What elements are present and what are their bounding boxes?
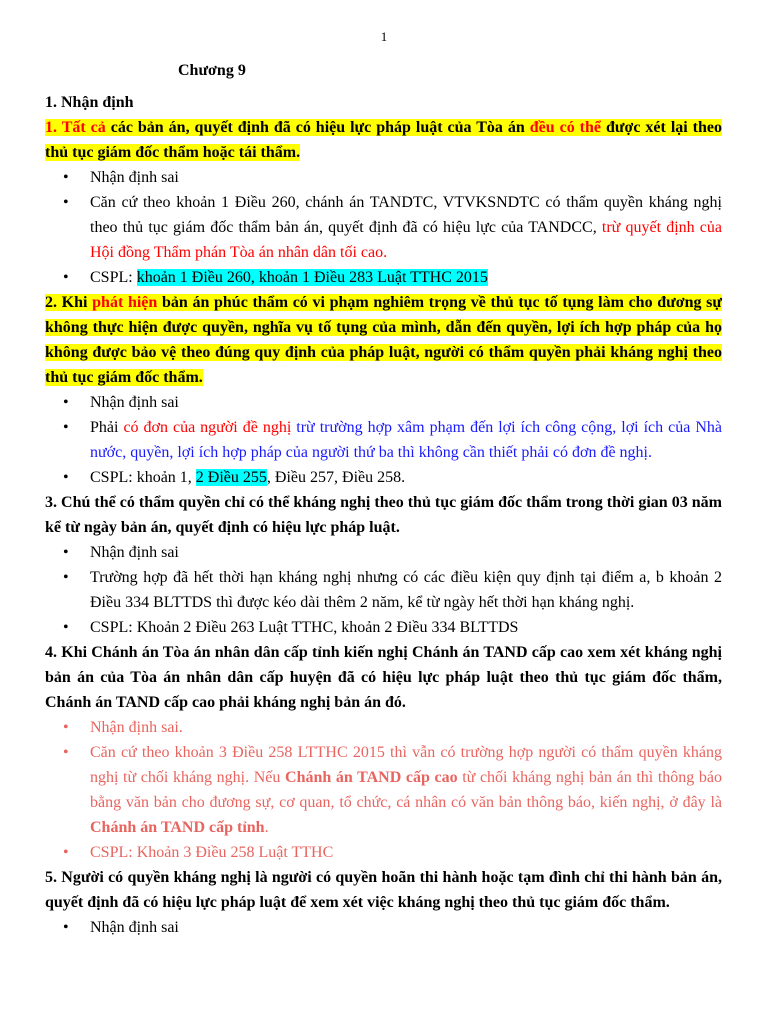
cspl-label: CSPL: khoản 1, <box>90 469 196 486</box>
explanation-bold: Chánh án TAND cấp cao <box>285 769 458 786</box>
cspl-highlight: khoản 1 Điều 260, khoản 1 Điều 283 Luật TTHC 2015 <box>136 269 488 286</box>
explanation: Phải <box>90 419 124 436</box>
question-4: 4. Khi Chánh án Tòa án nhân dân cấp tỉnh kiến nghị Chánh án TAND cấp cao xem xét kháng nghị bản án của Tòa án nhân dân cấp huyện đã có hiệu lực pháp luật theo thủ tục giám đốc thẩm, Chánh án TAND cấp cao phải kháng nghị bản án đó. <box>45 644 722 711</box>
answer-list-5 <box>45 915 722 940</box>
question-2 <box>45 290 722 390</box>
page-number: 1 <box>380 29 388 44</box>
document-body <box>45 90 722 940</box>
cspl-label: CSPL: Khoản 3 Điều 258 Luật TTHC <box>90 844 334 861</box>
explanation-blue: trừ trường hợp xâm phạm đến lợi ích công cộng, lợi ích của Nhà nước, quyền, lợi ích hợp pháp của người thứ ba thì không cần thiết phải có đơn đề nghị. <box>90 419 722 461</box>
q2-text: bản án phúc thẩm có vi phạm nghiêm trọng về thủ tục tố tụng làm cho đương sự không thực hiện được quyền, nghĩa vụ tố tụng của mình, dẫn đến quyền, lợi ích hợp pháp của họ không được bảo vệ theo đúng quy định của pháp luật, người có thẩm quyền phải kháng nghị theo thủ tục giám đốc thẩm. <box>45 294 723 386</box>
cspl-label: CSPL: Khoản 2 Điều 263 Luật TTHC, khoản 2 Điều 334 BLTTDS <box>90 619 519 636</box>
list-item <box>45 715 722 740</box>
cspl-rest: , Điều 257, Điều 258. <box>266 469 406 486</box>
list-item <box>45 540 722 565</box>
verdict: Nhận định sai. <box>90 719 183 736</box>
question-3: 3. Chú thể có thẩm quyền chỉ có thể kháng nghị theo thủ tục giám đốc thẩm trong thời gian 03 năm kể từ ngày bản án, quyết định có hiệu lực pháp luật. <box>45 494 722 536</box>
answer-list-2 <box>45 390 722 490</box>
explanation-mid: từ chối kháng nghị bản án thì thông báo bằng văn bản cho đương sự, cơ quan, tổ chức, cá nhân có văn bản thông báo, kiến nghị, ở đây là <box>90 769 722 811</box>
list-item <box>45 415 722 465</box>
q2-red: phát hiện <box>92 294 158 311</box>
list-item <box>45 190 722 265</box>
explanation: Căn cứ theo khoản 1 Điều 260, chánh án TANDTC, VTVKSNDTC có thẩm quyền kháng nghị theo thủ tục giám đốc thẩm bản án, quyết định đã có hiệu lực của TANDCC, <box>90 194 722 236</box>
explanation-bold: Chánh án TAND cấp tỉnh <box>90 819 265 836</box>
list-item <box>45 265 722 290</box>
list-item <box>45 465 722 490</box>
verdict: Nhận định sai <box>90 169 179 186</box>
q1-text-2: được xét lại theo thủ tục giám đốc thẩm hoặc tái thẩm. <box>45 119 723 161</box>
answer-list-4 <box>45 715 722 865</box>
q1-text-1: các bản án, quyết định đã có hiệu lực pháp luật của Tòa án <box>105 119 530 136</box>
question-1 <box>45 115 722 165</box>
explanation-end: . <box>264 819 269 836</box>
list-item <box>45 840 722 865</box>
question-5: 5. Người có quyền kháng nghị là người có quyền hoãn thi hành hoặc tạm đình chỉ thi hành bản án, quyết định đã có hiệu lực pháp luật để xem xét việc kháng nghị theo thủ tục giám đốc thẩm. <box>45 869 722 911</box>
answer-list-1 <box>45 165 722 290</box>
q2-num: 2. Khi <box>45 294 93 311</box>
explanation-red: trừ quyết định của Hội đồng Thẩm phán Tòa án nhân dân tối cao. <box>90 219 723 261</box>
explanation: Trường hợp đã hết thời hạn kháng nghị nhưng có các điều kiện quy định tại điểm a, b khoản 2 Điều 334 BLTTDS thì được kéo dài thêm 2 năm, kể từ ngày hết thời hạn kháng nghị. <box>90 569 722 611</box>
cspl-label: CSPL: <box>90 269 137 286</box>
list-item <box>45 740 722 840</box>
explanation-red: có đơn của người đề nghị <box>123 419 292 436</box>
q1-red-2: đều có thể <box>529 119 602 136</box>
answer-list-3 <box>45 540 722 640</box>
cspl-highlight: 2 Điều 255 <box>195 469 267 486</box>
verdict: Nhận định sai <box>90 394 179 411</box>
chapter-title: Chương 9 <box>178 62 246 79</box>
list-item <box>45 565 722 615</box>
list-item <box>45 615 722 640</box>
section-title: 1. Nhận định <box>45 94 134 111</box>
list-item <box>45 915 722 940</box>
q1-red-1: Tất cả <box>61 119 106 136</box>
q1-num: 1. <box>45 119 57 136</box>
list-item <box>45 390 722 415</box>
verdict: Nhận định sai <box>90 919 179 936</box>
list-item <box>45 165 722 190</box>
verdict: Nhận định sai <box>90 544 179 561</box>
explanation: Căn cứ theo khoản 3 Điều 258 LTTHC 2015 thì vẫn có trường hợp người có thẩm quyền kháng nghị từ chối kháng nghị. Nếu <box>90 744 722 786</box>
